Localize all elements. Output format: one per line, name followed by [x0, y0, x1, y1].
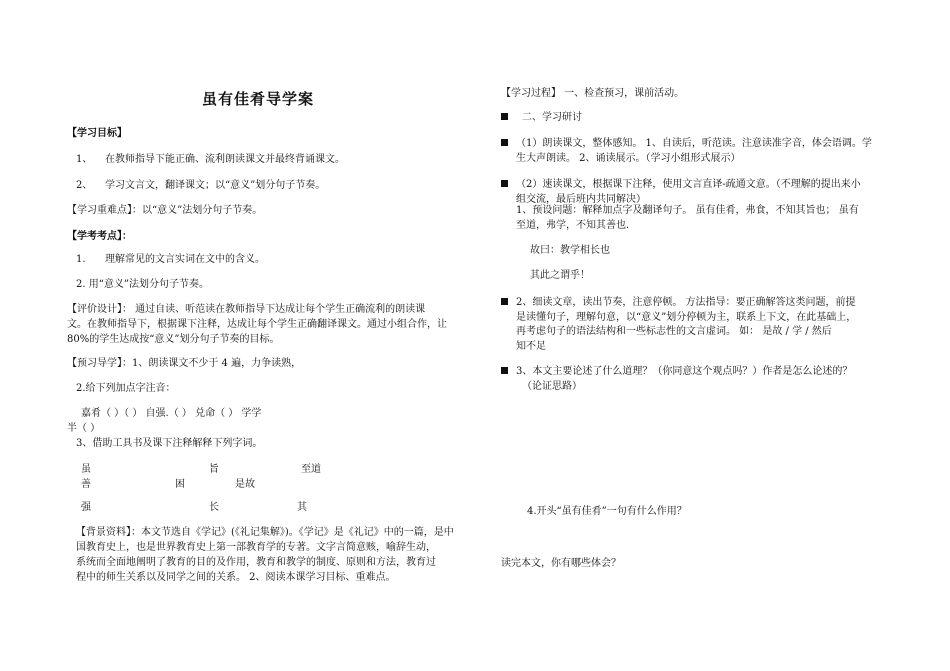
item-4-line-1: 3、本文主要论述了什么道理？（你同意这个观点吗？）作者是怎么论述的？ — [501, 364, 852, 379]
background-line-3: 系统而全面地阐明了教育的目的及作用，教育和教学的制度、原则和方法，教育过 — [76, 557, 436, 568]
tool-heading: 3、借助工具书及课下注释解释下列字词。 — [76, 438, 263, 449]
quote-2: 其此之谓乎！ — [530, 270, 590, 281]
background-line-1: 【背景资料】：本文节选自《学记》(《礼记集解》)。《学记》是《礼记》中的一篇，是中 — [76, 527, 454, 538]
eval-line-3: 80%的学生达成按“意义”划分句子节奏的目标。 — [67, 334, 280, 345]
item-2-line-1: （2）速读课文，根据课下注释，使用文言直译-疏通文意。（不理解的提出来小 — [501, 177, 861, 192]
page-title: 虽有佳肴导学案 — [202, 90, 315, 108]
item-3-line-4: 知不足 — [516, 341, 546, 352]
item-1-line-2: 生大声朗读。 2、诵读展示。（学习小组形式展示） — [516, 153, 741, 164]
item-2-line-3: 1、预设问题：解释加点字及翻译句子。 虽有佳肴，弗食，不知其旨也； 虽有 — [516, 205, 859, 216]
word-item: 困 — [175, 479, 185, 490]
exam-1-number: 1. — [76, 254, 86, 265]
word-item: 长 — [209, 502, 219, 513]
exam-2-text: 2. 用“意义”法划分句子节奏。 — [76, 279, 209, 290]
square-bullet-icon — [501, 298, 508, 305]
goal-1-text: 在教师指导下能正确、流利朗读课文并最终背诵课文。 — [105, 154, 345, 165]
item-3-line-2: 是读懂句子，理解句意，以“意义”划分停顿为主，联系上下文，在此基础上， — [516, 312, 857, 323]
quote-1: 故曰：教学相长也 — [530, 245, 610, 256]
item-1-line-1: （1）朗读课文，整体感知。 1、自读后，听范读。注意读准字音，体会语调。学 — [501, 136, 872, 151]
eval-line-2: 文。在教师指导下，根据课下注释，达成让每个学生正确翻译课文。通过小组合作，让 — [67, 319, 447, 330]
pronunciation-row: 嘉肴（ ）（ ） 自强.（ ） 兑命（ ） 学学 — [81, 408, 262, 419]
square-bullet-icon — [501, 113, 508, 120]
goal-2-number: 2、 — [76, 180, 93, 191]
item-4-line-2: （论证思路） — [522, 381, 582, 392]
item-2-line-2: 组交流，最后班内共同解决） — [516, 194, 646, 205]
item-3-line-1: 2、细读文章，读出节奏，注意停顿。 方法指导：要正确解答这类问题，前提 — [501, 295, 856, 310]
goals-heading: 【学习目标】 — [67, 128, 127, 139]
word-item: 至道 — [301, 464, 321, 475]
word-item: 其 — [297, 502, 307, 513]
preview-guide: 【预习导学】：1、朗读课文不少于 4 遍，力争读熟， — [67, 358, 302, 369]
research-heading: 二、学习研讨 — [501, 110, 582, 125]
reflection-prompt: 读完本文，你有哪些体会？ — [501, 558, 621, 569]
learning-process: 【学习过程】 一、检查预习，课前活动。 — [501, 88, 685, 99]
pronunciation-row-2: 半（ ） — [67, 423, 101, 434]
exam-heading: 【学考考点】： — [67, 231, 132, 242]
background-line-4: 程中的师生关系以及同学之间的关系。 2、阅读本课学习目标、重难点。 — [76, 572, 396, 583]
word-item: 强 — [81, 502, 91, 513]
key-points: 【学习重难点】：以“意义”法划分句子节奏。 — [67, 205, 263, 216]
word-item: 旨 — [209, 464, 219, 475]
square-bullet-icon — [501, 367, 508, 374]
exam-1-text: 理解常见的文言实词在文中的含义。 — [105, 254, 265, 265]
background-line-2: 国教育史上，也是世界教育史上第一部教育学的专著。文字言简意赅，喻辞生动， — [76, 542, 436, 553]
item-2-line-4: 至道，弗学，不知其善也. — [516, 220, 630, 231]
goal-2-text: 学习文言文，翻译课文；以“意义”划分句子节奏。 — [105, 180, 326, 191]
question-4: 4.开头“虽有佳肴”一句有什么作用？ — [527, 506, 687, 517]
goal-1-number: 1、 — [76, 154, 93, 165]
eval-line-1: 【评价设计】： 通过自读、听范读在教师指导下达成让每个学生正确流利的朗读课 — [67, 304, 426, 315]
word-item: 是故 — [235, 479, 255, 490]
word-item: 善 — [81, 479, 91, 490]
pronunciation-heading: 2.给下列加点字注音： — [76, 383, 176, 394]
square-bullet-icon — [501, 180, 508, 187]
square-bullet-icon — [501, 139, 508, 146]
item-3-line-3: 再考虑句子的语法结构和一些标志性的文言虚词。 如： 是故 / 学 / 然后 — [516, 326, 832, 337]
word-item: 虽 — [81, 464, 91, 475]
